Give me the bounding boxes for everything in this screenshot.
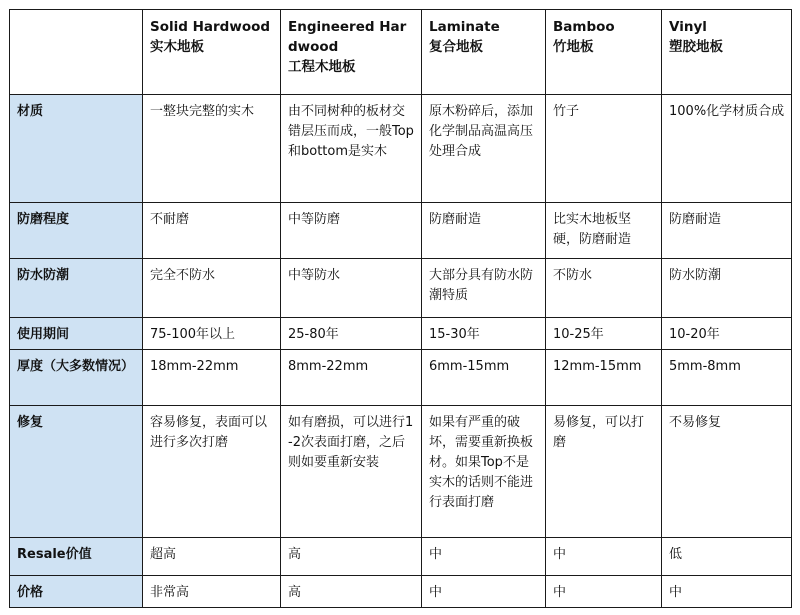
table-row-price — [10, 576, 792, 608]
table-cell: 防磨耐造 — [662, 203, 792, 259]
table-row-wear-resistance — [10, 203, 792, 259]
column-header-engineered-hardwood — [281, 10, 422, 95]
table-cell: 中 — [422, 538, 546, 576]
row-header: Resale价值 — [10, 538, 143, 576]
row-header: 价格 — [10, 576, 143, 608]
column-header-en: Laminate — [429, 19, 500, 35]
table-cell: 6mm-15mm — [422, 350, 546, 406]
row-header: 使用期间 — [10, 318, 143, 350]
table-cell: 中 — [546, 576, 662, 608]
table-row-waterproof — [10, 259, 792, 318]
table-cell: 防磨耐造 — [422, 203, 546, 259]
column-header-en: Vinyl — [669, 19, 707, 35]
table-cell: 中等防水 — [281, 259, 422, 318]
corner-cell — [10, 10, 143, 95]
table-cell: 12mm-15mm — [546, 350, 662, 406]
table-cell: 25-80年 — [281, 318, 422, 350]
table-cell: 中等防磨 — [281, 203, 422, 259]
table-cell: 一整块完整的实木 — [143, 95, 281, 203]
table-cell: 超高 — [143, 538, 281, 576]
table-cell: 不易修复 — [662, 406, 792, 538]
table-cell: 原木粉碎后，添加化学制品高温高压处理合成 — [422, 95, 546, 203]
table-cell: 非常高 — [143, 576, 281, 608]
table-cell: 中 — [546, 538, 662, 576]
table-cell: 中 — [422, 576, 546, 608]
column-header-zh: 竹地板 — [553, 39, 594, 55]
row-header: 防磨程度 — [10, 203, 143, 259]
column-header-zh: 复合地板 — [429, 39, 483, 55]
column-header-zh: 塑胶地板 — [669, 39, 723, 55]
table-cell: 15-30年 — [422, 318, 546, 350]
row-header: 修复 — [10, 406, 143, 538]
column-header-vinyl — [662, 10, 792, 95]
table-cell: 10-25年 — [546, 318, 662, 350]
column-header-en: Solid Hardwood — [150, 19, 271, 35]
table-cell: 由不同树种的板材交错层压而成，一般Top和bottom是实木 — [281, 95, 422, 203]
column-header-zh: 实木地板 — [150, 39, 204, 55]
table-cell: 100%化学材质合成 — [662, 95, 792, 203]
table-cell: 不耐磨 — [143, 203, 281, 259]
column-header-solid-hardwood — [143, 10, 281, 95]
row-header: 材质 — [10, 95, 143, 203]
column-header-en: Bamboo — [553, 19, 615, 35]
table-row-lifespan — [10, 318, 792, 350]
table-cell: 不防水 — [546, 259, 662, 318]
table-cell: 防水防潮 — [662, 259, 792, 318]
column-header-laminate — [422, 10, 546, 95]
table-cell: 易修复，可以打磨 — [546, 406, 662, 538]
table-cell: 如有磨损，可以进行1-2次表面打磨，之后则如要重新安装 — [281, 406, 422, 538]
flooring-comparison-table — [9, 9, 792, 608]
row-header: 防水防潮 — [10, 259, 143, 318]
table-cell: 竹子 — [546, 95, 662, 203]
table-cell: 大部分具有防水防潮特质 — [422, 259, 546, 318]
table-cell: 5mm-8mm — [662, 350, 792, 406]
table-cell: 18mm-22mm — [143, 350, 281, 406]
table-cell: 8mm-22mm — [281, 350, 422, 406]
table-cell: 高 — [281, 538, 422, 576]
table-cell: 高 — [281, 576, 422, 608]
table-row-thickness — [10, 350, 792, 406]
column-header-bamboo — [546, 10, 662, 95]
table-row-repair — [10, 406, 792, 538]
row-header: 厚度（大多数情况） — [10, 350, 143, 406]
table-row-resale-value — [10, 538, 792, 576]
table-cell: 低 — [662, 538, 792, 576]
table-cell: 比实木地板坚硬，防磨耐造 — [546, 203, 662, 259]
table-row-material — [10, 95, 792, 203]
column-header-en: Engineered Hardwood — [288, 19, 407, 55]
table-cell: 中 — [662, 576, 792, 608]
table-cell: 完全不防水 — [143, 259, 281, 318]
table-cell: 75-100年以上 — [143, 318, 281, 350]
table-cell: 10-20年 — [662, 318, 792, 350]
table-cell: 如果有严重的破坏，需要重新换板材。如果Top不是实木的话则不能进行表面打磨 — [422, 406, 546, 538]
column-header-zh: 工程木地板 — [288, 59, 356, 75]
table-cell: 容易修复，表面可以进行多次打磨 — [143, 406, 281, 538]
header-row — [10, 10, 792, 95]
